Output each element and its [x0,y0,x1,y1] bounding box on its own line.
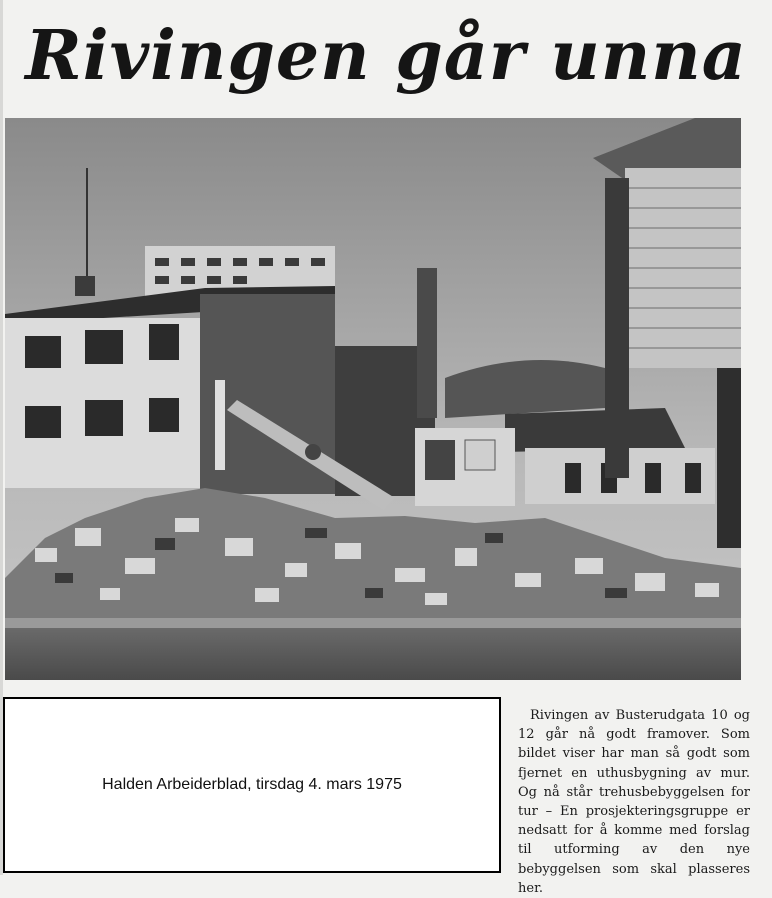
demolition-photo [5,118,741,680]
caption-text: Rivingen av Busterudgata 10 og 12 går nå godt framover. Som bildet viser har man så godt som fjernet en uthusbygning av mur. Og nå står trehusbebyggelsen for tur – En prosjekteringsgruppe er nedsatt for å komme med forslag til utforming av den nye bebyggelsen som skal plasseres her. [518,708,750,896]
source-citation-box [3,697,501,873]
source-citation-text: Halden Arbeiderblad, tirsdag 4. mars 1975 [102,776,402,793]
article-headline: Rivingen går unna [25,16,747,96]
photo-caption [518,706,750,898]
